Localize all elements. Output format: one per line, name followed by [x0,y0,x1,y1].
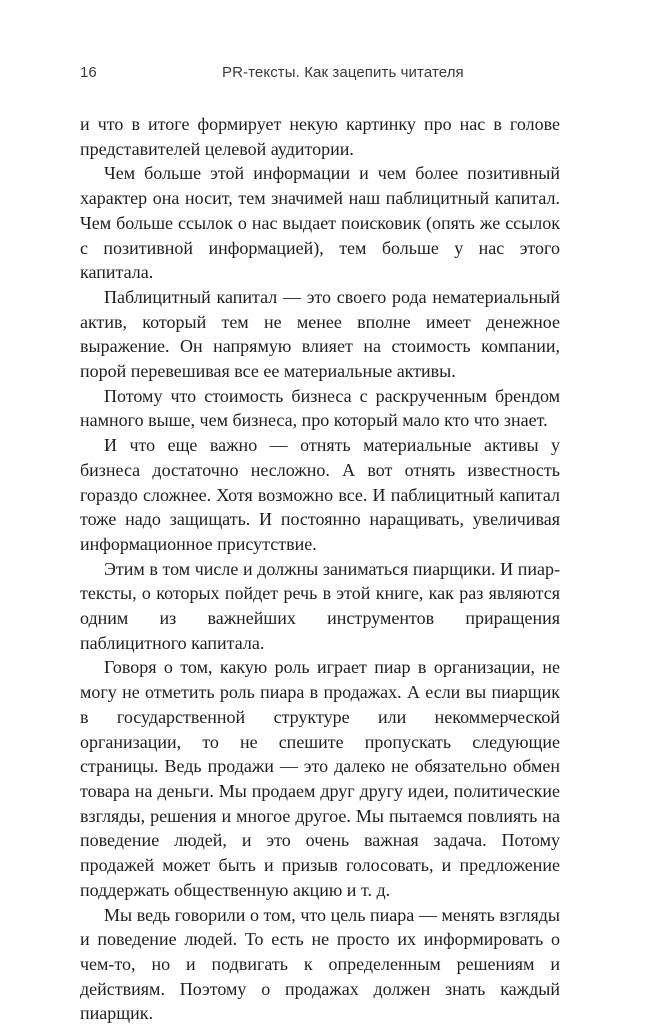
paragraph: Потому что стоимость бизнеса с раскрученным брендом намного выше, чем бизнеса, про который мало кто что знает. [80,384,560,433]
paragraph: Говоря о том, какую роль играет пиар в организации, не могу не отметить роль пиара в продажах. А если вы пиарщик в государственной структуре или некоммерческой организации, то не спешите пропускать следующие страницы. Ведь продажи — это далеко не обязательно обмен товара на деньги. Мы продаем друг другу идеи, политические взгляды, решения и многое другое. Мы пытаемся повлиять на поведение людей, и это очень важная задача. Потому продажей может быть и призыв голосовать, и предложение поддержать общественную акцию и т. д. [80,655,560,902]
paragraph: Паблицитный капитал — это своего рода нематериальный актив, который тем не менее вполне имеет денежное выражение. Он напрямую влияет на стоимость компании, порой перевешивая все ее материальные активы. [80,285,560,384]
paragraph: и что в итоге формирует некую картинку про нас в голове представителей целевой аудитории. [80,112,560,161]
page-number: 16 [80,64,97,81]
paragraph: И что еще важно — отнять материальные активы у бизнеса достаточно несложно. А вот отнять известность гораздо сложнее. Хотя возможно все. И паблицитный капитал тоже надо защищать. И постоянно наращивать, увеличивая информационное присутствие. [80,433,560,557]
paragraph: Мы ведь говорили о том, что цель пиара — менять взгляды и поведение людей. То есть не просто их информировать о чем-то, но и подвигать к определенным решениям и действиям. Поэтому о продажах должен знать каждый пиарщик. [80,903,560,1026]
body-text [80,112,560,1026]
paragraph: Этим в том числе и должны заниматься пиарщики. И пиартексты, о которых пойдет речь в этой книге, как раз являются одним из важнейших инструментов приращения паблицитного капитала. [80,557,560,656]
paragraph: Чем больше этой информации и чем более позитивный характер она носит, тем значимей наш паблицитный капитал. Чем больше ссылок о нас выдает поисковик (опять же ссылок с позитивной информацией), тем больше у нас этого капитала. [80,161,560,285]
page-header [80,64,560,88]
running-title: PR-тексты. Как зацепить читателя [222,64,464,81]
